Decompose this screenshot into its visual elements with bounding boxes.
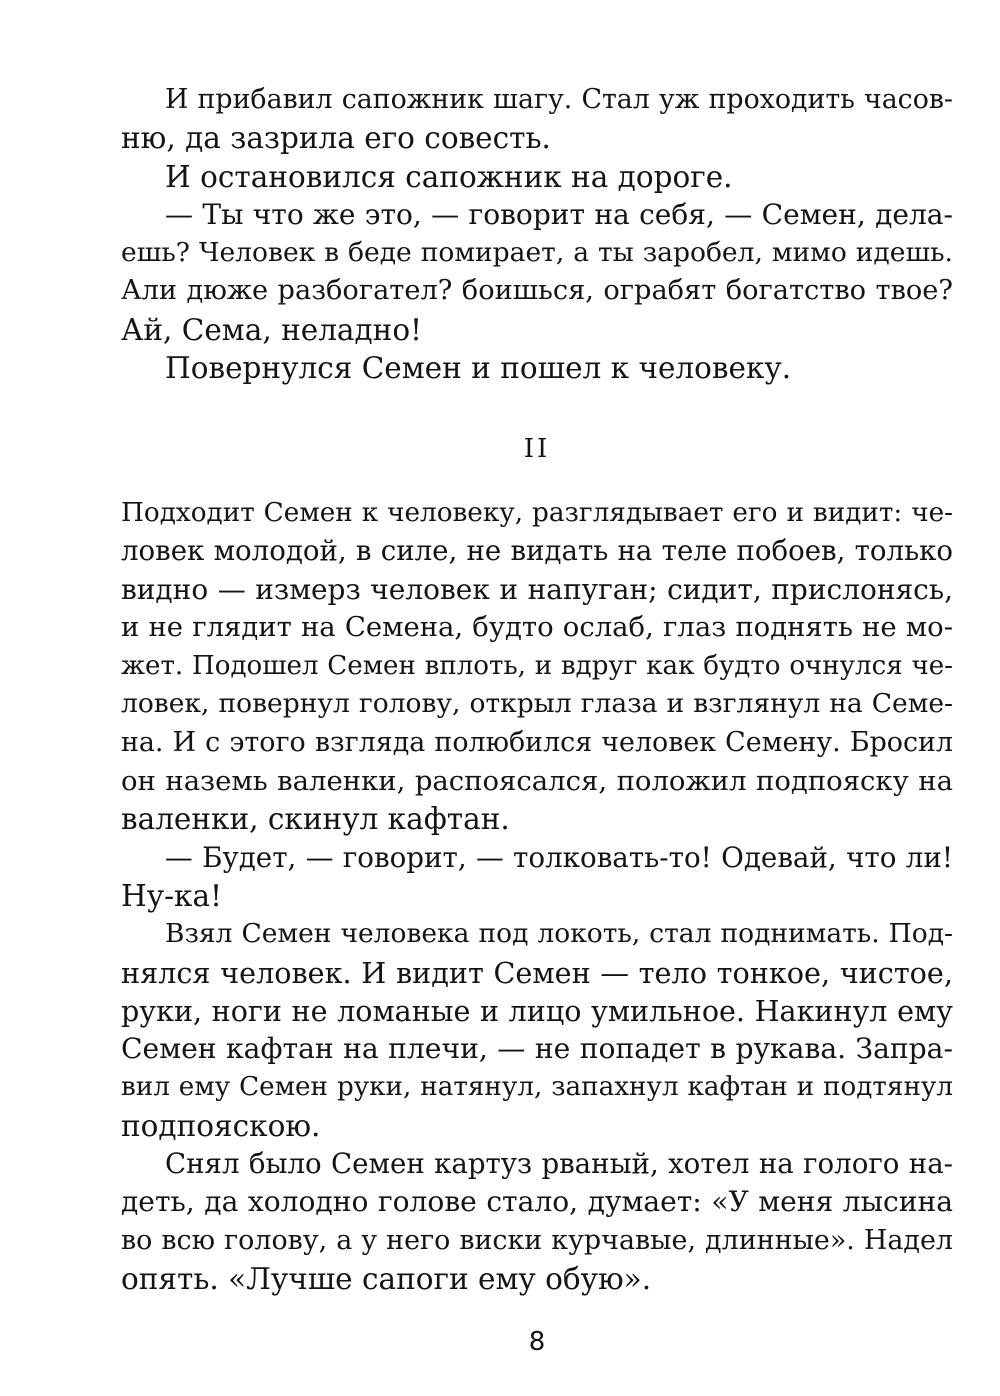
text-line: жет. Подошел Семен вплоть, и вдруг как будто очнулся че- <box>121 651 953 682</box>
text-line: ловек молодой, в силе, не видать на теле побоев, только <box>121 534 953 568</box>
text-line: подпояскою. <box>121 1108 321 1143</box>
text-line: Взял Семен человека под локоть, стал поднимать. Под- <box>165 918 953 950</box>
text-line: Повернулся Семен и пошел к человеку. <box>165 351 792 386</box>
text-line: он наземь валенки, распоясался, положил подпояску на <box>121 765 953 798</box>
text-line: — Будет, — говорит, — толковать-то! Одевай, что ли! <box>165 840 953 874</box>
text-line: — Ты что же это, — говорит на себя, — Семен, дела- <box>165 197 953 231</box>
page-number: 8 <box>528 1327 546 1357</box>
text-line: опять. «Лучше сапоги ему обую». <box>121 1261 652 1296</box>
text-line: Али дюже разбогател? боишься, ограбят богатство твое? <box>121 275 953 307</box>
text-line: Семен кафтан на плечи, — не попадет в рукава. Запра- <box>121 1032 953 1066</box>
text-line: ешь? Человек в беде помирает, а ты заробел, мимо идешь. <box>121 237 953 269</box>
text-line: нялся человек. И видит Семен — тело тонкое, чистое, <box>121 955 953 990</box>
text-line: на. И с этого взгляда полюбился человек Семену. Бросил <box>121 726 953 758</box>
text-line: ню, да зазрила его совесть. <box>121 121 551 156</box>
text-line: Ай, Сема, неладно! <box>121 312 422 347</box>
text-block-top <box>121 81 953 387</box>
text-line: Подходит Семен к человеку, разглядывает его и видит: че- <box>121 498 953 528</box>
text-line: валенки, скинул кафтан. <box>121 802 510 837</box>
text-block-bottom <box>121 494 953 1298</box>
text-line: во всю голову, а у него виски курчавые, длинные». Надел <box>121 1224 953 1256</box>
text-line: вил ему Семен руки, натянул, запахнул кафтан и подтянул <box>121 1072 953 1103</box>
text-line: руки, ноги не ломаные и лицо умильное. Накинул ему <box>121 993 953 1028</box>
text-line: И остановился сапожник на дороге. <box>165 159 733 194</box>
text-line: и не глядит на Семена, будто ослаб, глаз поднять не мо- <box>121 611 953 643</box>
text-line: И прибавил сапожник шагу. Стал уж проходить часов- <box>165 84 953 115</box>
text-line: видно — измерз человек и напуган; сидит, прислонясь, <box>121 572 953 606</box>
text-line: Снял было Семен картуз рваный, хотел на голого на- <box>165 1147 953 1181</box>
text-line: деть, да холодно голове стало, думает: «У меня лысина <box>121 1185 953 1219</box>
text-line: ловек, повернул голову, открыл глаза и взглянул на Семе- <box>121 688 953 720</box>
chapter-heading: II <box>523 434 551 464</box>
text-line: Ну-ка! <box>121 878 222 913</box>
